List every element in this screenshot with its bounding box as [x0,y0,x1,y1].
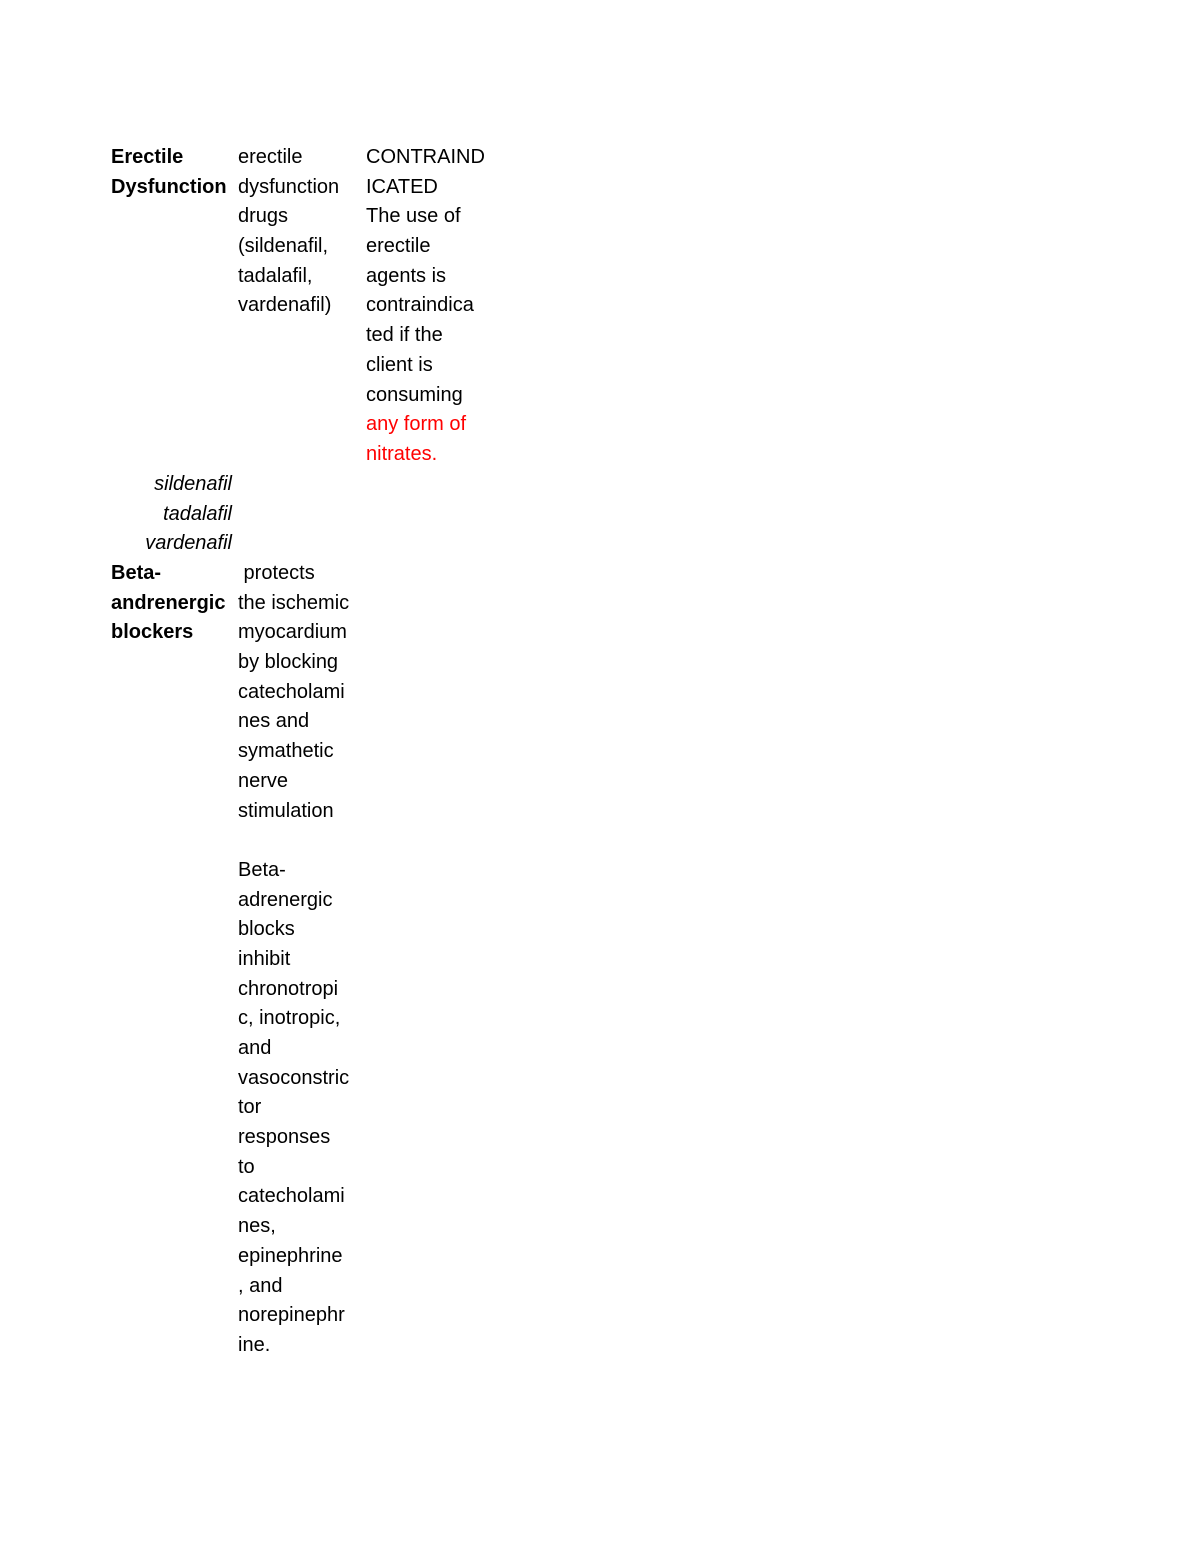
heading-line: Beta- [111,562,162,584]
erectile-dysfunction-heading [111,143,227,202]
description-line: vasoconstric [238,1066,350,1089]
description-line: chronotropi [238,977,339,1000]
description-line: (sildenafil, [238,235,329,258]
description-line: norepinephr [238,1304,345,1327]
description-line: c, inotropic, [238,1007,341,1030]
heading-line: blockers [111,621,194,644]
description-line: erectile [238,146,303,168]
description-line: vardenafil) [238,294,332,317]
contraindication-note [366,143,485,470]
note-line: consuming [366,383,463,406]
blank-line [238,826,349,856]
drug-name: vardenafil [145,532,232,555]
erectile-dysfunction-description [238,143,339,321]
drug-name: tadalafil [163,502,232,525]
description-line: catecholami [238,1185,345,1208]
note-line: contraindica [366,294,474,317]
note-line: ICATED [366,175,438,198]
description-line: Beta- [238,858,286,881]
description-line: , and [238,1274,283,1297]
note-line: The use of [366,205,461,228]
heading-line: Erectile [111,146,184,168]
beta-blockers-description [238,559,349,1361]
note-line: ted if the [366,324,443,347]
description-line: nes and [238,710,310,733]
description-line: protects [238,562,315,584]
description-line: ine. [238,1333,271,1356]
description-line: blocks [238,918,295,941]
description-line: by blocking [238,651,339,674]
clipped-glyph-marks [238,1364,363,1367]
description-line: stimulation [238,799,334,822]
heading-line: andrenergic [111,591,226,614]
description-line: dysfunction [238,175,340,198]
beta-blockers-heading [111,559,225,648]
description-line: responses [238,1126,331,1149]
clipped-text-fragment [238,1359,363,1367]
description-line: tor [238,1096,262,1119]
description-line: drugs [238,205,289,228]
description-line: epinephrine [238,1244,343,1267]
nitrates-warning-line: any form of [366,413,467,436]
description-line: adrenergic [238,888,333,911]
description-line: the ischemic [238,591,350,614]
description-line: to [238,1155,255,1178]
description-line: nes, [238,1215,276,1238]
description-line: nerve [238,769,289,792]
note-line: client is [366,353,433,376]
heading-line: Dysfunction [111,175,227,198]
note-line: CONTRAIND [366,146,485,168]
drug-name: sildenafil [154,473,232,495]
description-line: symathetic [238,740,334,763]
description-line: inhibit [238,947,291,970]
description-line: tadalafil, [238,264,313,287]
description-line: catecholami [238,680,345,703]
description-line: myocardium [238,621,347,644]
note-line: erectile [366,235,431,258]
note-line: agents is [366,264,447,287]
drug-name-list [100,470,232,559]
nitrates-warning-line: nitrates. [366,442,438,465]
description-line: and [238,1037,272,1059]
